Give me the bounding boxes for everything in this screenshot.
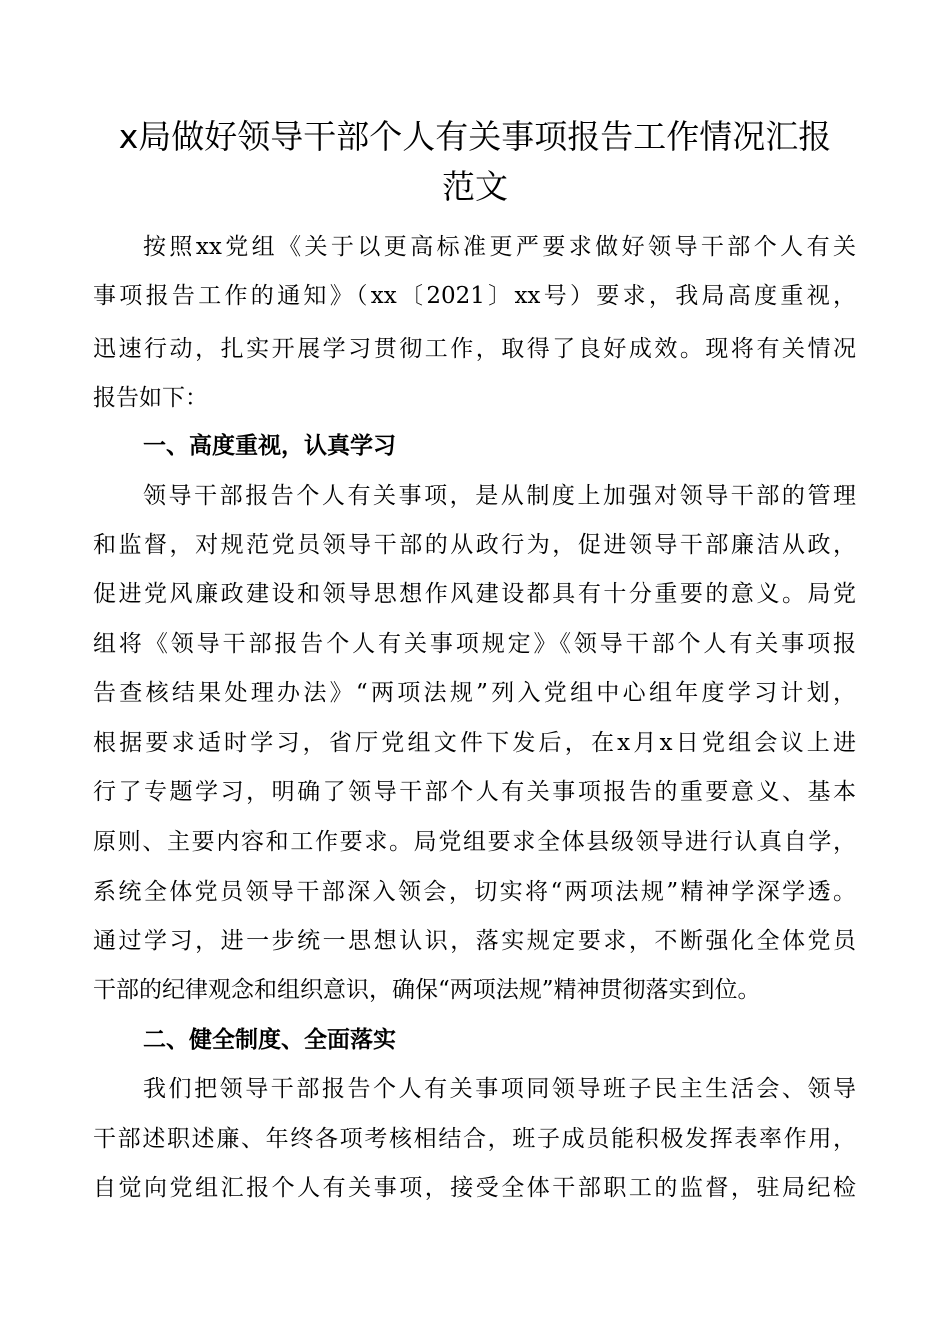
section-1-paragraph-line: 告查核结果处理办法》“两项法规”列入党组中心组年度学习计划， [93,680,856,706]
section-2-paragraph-line: 我们把领导干部报告个人有关事项同领导班子民主生活会、领导 [143,1076,856,1102]
section-1-paragraph-line: 干部的纪律观念和组织意识，确保“两项法规”精神贯彻落实到位。 [93,977,761,1003]
intro-paragraph-line: 迅速行动，扎实开展学习贯彻工作，取得了良好成效。现将有关情况 [93,336,856,362]
section-2-heading: 二、健全制度、全面落实 [143,1027,396,1053]
section-1-paragraph-line: 根据要求适时学习，省厅党组文件下发后，在x月x日党组会议上进 [93,730,856,756]
document-title-line-2: 范文 [442,167,508,206]
section-1-paragraph-line: 和监督，对规范党员领导干部的从政行为，促进领导干部廉洁从政， [93,532,856,558]
section-1-paragraph-line: 原则、主要内容和工作要求。局党组要求全体县级领导进行认真自学， [93,829,856,855]
section-2-paragraph-line: 干部述职述廉、年终各项考核相结合，班子成员能积极发挥表率作用， [93,1126,856,1152]
intro-paragraph-line: 事项报告工作的通知》（xx〔2021〕xx号）要求，我局高度重视， [93,283,856,309]
document-title-line-1: x局做好领导干部个人有关事项报告工作情况汇报 [118,117,832,156]
section-1-paragraph-line: 促进党风廉政建设和领导思想作风建设都具有十分重要的意义。局党 [93,581,856,607]
section-2-paragraph-line: 自觉向党组汇报个人有关事项，接受全体干部职工的监督，驻局纪检 [93,1175,856,1201]
intro-paragraph-line: 报告如下： [93,385,208,411]
intro-paragraph-line: 按照xx党组《关于以更高标准更严要求做好领导干部个人有关 [143,234,856,260]
section-1-paragraph-line: 领导干部报告个人有关事项，是从制度上加强对领导干部的管理 [143,483,856,509]
section-1-paragraph-line: 行了专题学习，明确了领导干部个人有关事项报告的重要意义、基本 [93,779,856,805]
section-1-paragraph-line: 组将《领导干部报告个人有关事项规定》《领导干部个人有关事项报 [93,631,856,657]
section-1-paragraph-line: 通过学习，进一步统一思想认识，落实规定要求，不断强化全体党员 [93,928,856,954]
section-1-paragraph-line: 系统全体党员领导干部深入领会，切实将“两项法规”精神学深学透。 [93,879,856,905]
section-1-heading: 一、高度重视，认真学习 [143,433,396,459]
